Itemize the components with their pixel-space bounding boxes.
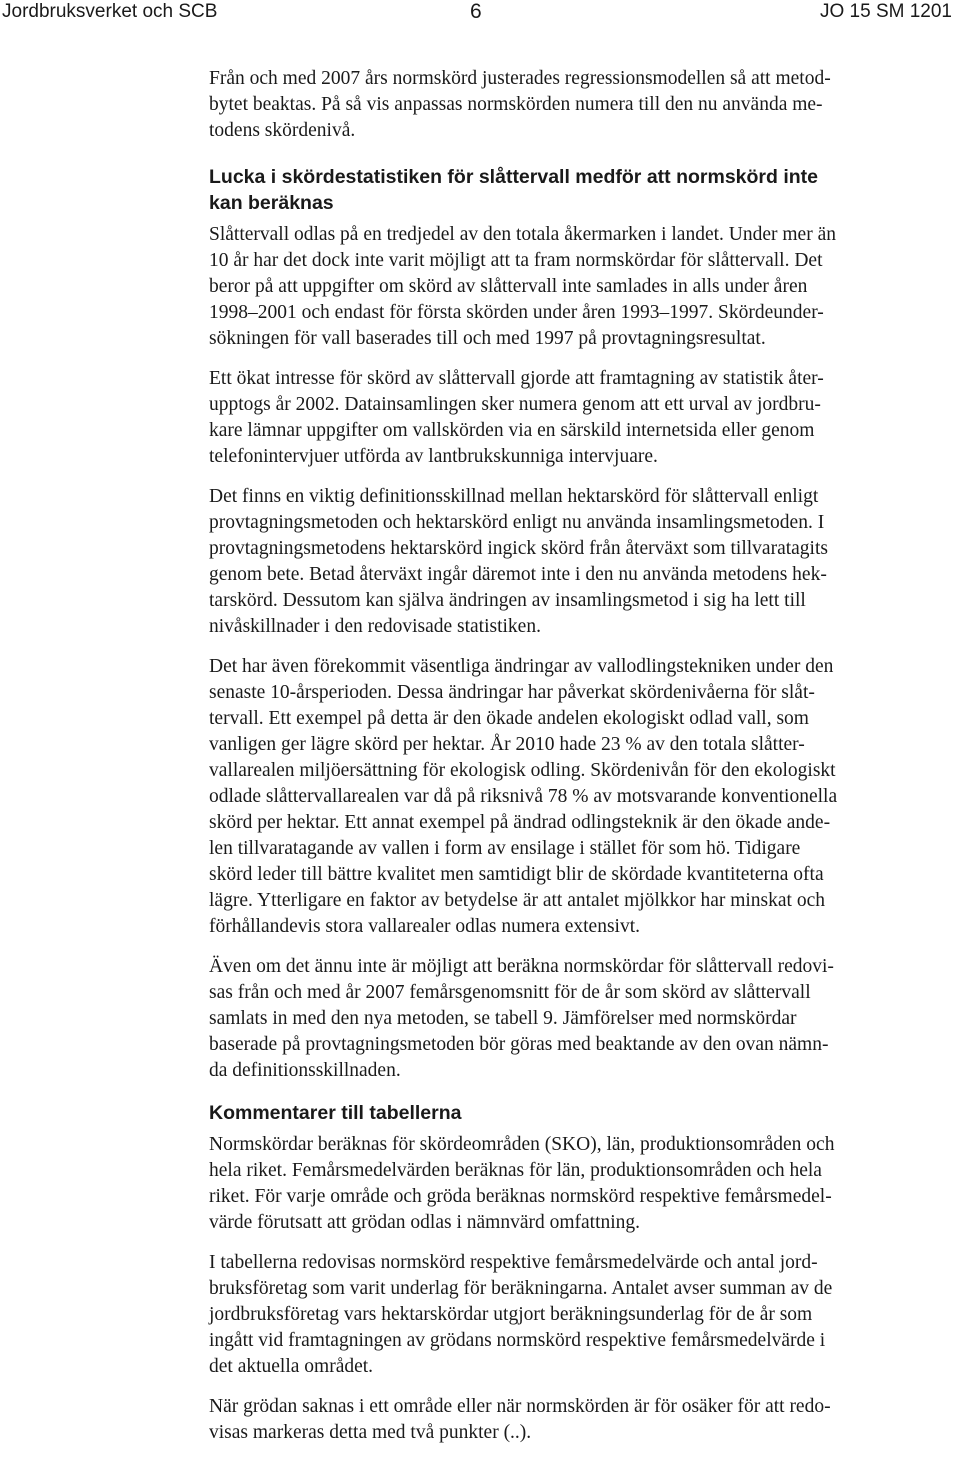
text-line: Kommentarer till tabellerna [209, 1102, 462, 1124]
text-line: skörd per hektar. Ett annat exempel på ändrad odlingsteknik är den ökade ande- [209, 812, 831, 833]
text-line: lägre. Ytterligare en faktor av betydelse är att antalet mjölkkor har minskat och [209, 890, 825, 911]
paragraph-table-contents [209, 1250, 957, 1380]
heading-gap-in-statistics [209, 164, 957, 216]
paragraph-renewed-interest [209, 366, 957, 470]
paragraph-norm-yield-areas [209, 1132, 957, 1236]
text-line: Från och med 2007 års normskörd justerades regressionsmodellen så att metod- [209, 68, 831, 89]
text-line: da definitionsskillnaden. [209, 1060, 401, 1081]
text-line: tarskörd. Dessutom kan själva ändringen av insamlingsmetod i sig ha lett till [209, 590, 806, 611]
text-line: provtagningsmetoden och hektarskörd enligt nu använda insamlingsmetoden. I [209, 512, 825, 533]
text-line: baserade på provtagningsmetoden bör göras med beaktande av den ovan nämn- [209, 1034, 829, 1055]
paragraph-missing-values [209, 1394, 957, 1446]
document-body [209, 66, 957, 1446]
text-line: Även om det ännu inte är möjligt att beräkna normskördar för slåttervall redovi- [209, 956, 834, 977]
text-line: Det har även förekommit väsentliga ändringar av vallodlingstekniken under den [209, 656, 834, 677]
text-line: värde förutsatt att grödan odlas i nämnvärd omfattning. [209, 1212, 641, 1233]
text-line: senaste 10-årsperioden. Dessa ändringar har påverkat skördenivåerna för slåt- [209, 682, 815, 703]
text-line: telefonintervjuer utförda av lantbrukskunniga intervjuare. [209, 446, 658, 467]
text-line: När grödan saknas i ett område eller när normskörden är för osäker för att redo- [209, 1396, 831, 1417]
text-line: 10 år har det dock inte varit möjligt att ta fram normskördar för slåttervall. Det [209, 250, 823, 271]
text-line: bytet beaktas. På så vis anpassas normskörden numera till den nu använda me- [209, 94, 823, 115]
text-line: upptogs år 2002. Datainsamlingen sker numera genom att ett urval av jordbru- [209, 394, 821, 415]
text-line: tervall. Ett exempel på detta är den ökade andelen ekologiskt odlad vall, som [209, 708, 809, 729]
text-line: genom bete. Betad återväxt ingår däremot inte i den nu använda metodens hek- [209, 564, 827, 585]
text-line: vanligen ger lägre skörd per hektar. År 2010 hade 23 % av den totala slåtter- [209, 734, 805, 755]
text-line: kan beräknas [209, 192, 334, 214]
paragraph-ley-area [209, 222, 957, 352]
text-line: len tillvaratagande av vallen i form av ensilage i stället för som hö. Tidigare [209, 838, 801, 859]
text-line: sökningen för vall baserades till och med 1997 på provtagningsresultat. [209, 328, 766, 349]
text-line: Lucka i skördestatistiken för slåttervall medför att normskörd inte [209, 166, 819, 188]
text-line: Ett ökat intresse för skörd av slåttervall gjorde att framtagning av statistik åter- [209, 368, 824, 389]
text-line: I tabellerna redovisas normskörd respektive femårsmedelvärde och antal jord- [209, 1252, 818, 1273]
header-publisher: Jordbruksverket och SCB [2, 1, 218, 22]
page-header [0, 0, 960, 30]
text-line: provtagningsmetodens hektarskörd ingick skörd från återväxt som tillvaratagits [209, 538, 828, 559]
text-line: nivåskillnader i den redovisade statistiken. [209, 616, 541, 637]
text-line: odlade slåttervallarealen var då på riksnivå 78 % av motsvarande konventionella [209, 786, 838, 807]
text-line: beror på att uppgifter om skörd av slåttervall inte samlades in alls under åren [209, 276, 808, 297]
text-line: 1998–2001 och endast för första skörden under åren 1993–1997. Skördeunder- [209, 302, 824, 323]
paragraph-five-year-average [209, 954, 957, 1084]
text-line: todens skördenivå. [209, 120, 356, 141]
paragraph-method-adjustment [209, 66, 957, 144]
text-line: hela riket. Femårsmedelvärden beräknas för län, produktionsområden och hela [209, 1160, 822, 1181]
text-line: vallarealen miljöersättning för ekologisk odling. Skördenivån för den ekologiskt [209, 760, 836, 781]
text-line: visas markeras detta med två punkter (..). [209, 1422, 532, 1443]
text-line: riket. För varje område och gröda beräknas normskörd respektive femårsmedel- [209, 1186, 832, 1207]
text-line: jordbruksföretag vars hektarskördar utgjort beräkningsunderlag för de år som [209, 1304, 813, 1325]
text-line: Slåttervall odlas på en tredjedel av den totala åkermarken i landet. Under mer än [209, 224, 836, 245]
header-series-id: JO 15 SM 1201 [819, 1, 952, 22]
paragraph-definition-difference [209, 484, 957, 640]
text-line: skörd leder till bättre kvalitet men samtidigt blir de skördade kvantiteterna ofta [209, 864, 824, 885]
text-line: sas från och med år 2007 femårsgenomsnitt för de år som skörd av slåttervall [209, 982, 811, 1003]
text-line: det aktuella området. [209, 1356, 374, 1377]
heading-table-comments [209, 1100, 957, 1126]
text-line: samlats in med den nya metoden, se tabell 9. Jämförelser med normskördar [209, 1008, 797, 1029]
text-line: bruksföretag som varit underlag för beräkningarna. Antalet avser summan av de [209, 1278, 833, 1299]
page-number: 6 [470, 0, 482, 23]
text-line: Normskördar beräknas för skördeområden (SKO), län, produktionsområden och [209, 1134, 835, 1155]
text-line: ingått vid framtagningen av grödans normskörd respektive femårsmedelvärde i [209, 1330, 826, 1351]
text-line: kare lämnar uppgifter om vallskörden via en särskild internetsida eller genom [209, 420, 815, 441]
text-line: Det finns en viktig definitionsskillnad mellan hektarskörd för slåttervall enligt [209, 486, 819, 507]
paragraph-cultivation-changes [209, 654, 957, 940]
text-line: förhållandevis stora vallarealer odlas numera extensivt. [209, 916, 640, 937]
